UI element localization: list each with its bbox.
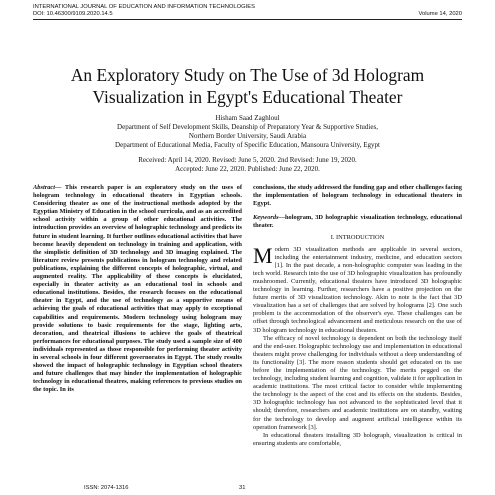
intro-paragraph-1 xyxy=(253,242,462,335)
intro-paragraph-3: In educational theaters installing 3D holograph, visualization is critical in ensuring students are comfortable, xyxy=(253,431,462,447)
abstract-column xyxy=(33,184,242,394)
title-line-1: An Exploratory Study on The Use of 3d Hologram xyxy=(70,65,425,85)
journal-name: INTERNATIONAL JOURNAL OF EDUCATION AND INFORMATION TECHNOLOGIES xyxy=(33,4,256,10)
section-heading: I. INTRODUCTION xyxy=(330,234,385,242)
page-number: 31 xyxy=(239,485,246,491)
dates-line-2: Accepted: June 22, 2020. Published: June 22, 2020. xyxy=(175,165,320,173)
author-name: Hisham Saad Zaghloul xyxy=(215,114,280,122)
running-header xyxy=(33,4,462,18)
footer-issn: ISSN: 2074-1316 xyxy=(84,485,129,491)
abstract-text: — This research paper is an exploratory study on the uses of hologram technology in educational theaters in Egyptian schools. Considering theater as one of the instructional methods adopted by the Egyptian Ministry of Education in the school curricula, and as an accredited school activity within a group of other educational activities. The introduction provides an overview of holographic technology and predicts its future in student learning. It further outlines educational activities that have become heavily dependent on technology in training and application, with the simplistic definition of 3D technology and 3D imaging explained. The literature review presents publications in hologram technology and related publications, explaining the different concepts of holographic, virtual, and augmented reality. The applicability of these concepts is elucidated, especially in theater activity as an educational tool in schools and educational institutions. Besides, the research focuses on the educational theater in Egypt, and the use of technology as a supportive means of achieving the goals of educational activities that may apply to exceptional capabilities and requirements. Modern technology using hologram may provide solutions to basic requirements for the stage, lighting arts, decoration, and theatrical illusions to achieve the goals of theatrical performances for educational purposes. The study used a sample size of 400 individuals represented as those responsible for performing theater activity in several schools in four different governorates in Egypt. The study results showed the impact of holographic technology in Egyptian school theaters and future challenges that may hinder the implementation of holographic technology in educational theatres, making references to previous studies on the topic. In its xyxy=(33,184,242,394)
abstract-continued: conclusions, the study addressed the funding gap and other challenges facing the implementation of hologram technology in educational theaters in Egypt. xyxy=(253,184,462,208)
drop-cap: M xyxy=(253,242,273,268)
affiliation-3: Department of Educational Media, Faculty of Specific Education, Mansoura University, Egypt xyxy=(115,141,380,149)
intro-paragraph-2: The efficacy of novel technology is dependent on both the technology itself and the end-user. Holographic technology use and implementation in educational theaters might prove challenging for individuals without a deep understanding of its functionality [3]. The more reason students should get educated on its use before the implementation of the technology. The merits pegged on the technology, including student learning and cognition, validate it for application in academic institutions. The most critical factor to consider while implementing the technology is the aspect of the cost and its effects on the students. Besides, 3D holographic technology has not advanced to the sophisticated level that it should; therefore, researchers and academic institutions are on standby, waiting for the technology to develop and augment artificial intelligence within its operation framework [3]. xyxy=(253,334,462,431)
affiliation-1: Department of Self Development Skills, Deanship of Preparatory Year & Supportive Studies, xyxy=(117,123,378,131)
header-rule xyxy=(33,19,462,20)
affiliation-2: Northern Border University, Saudi Arabia xyxy=(188,132,307,140)
keywords xyxy=(253,214,462,230)
abstract-label: Abstract xyxy=(33,184,56,191)
keywords-label: Keywords xyxy=(253,214,279,222)
intro-paragraph-1-text: odern 3D visualization methods are applicable in several sectors, including the entertainment industry, medicine, and education sectors [1]. In the past decade, a non-holographic computer was leading in the tech world. Research into the use of 3D holographic visualization has profoundly mushroomed. Currently, educational theaters have introduced 3D holographic technology in learning. Further, researchers have a positive projection on the future merits of 3D visualization technology. Akin to note is the fact that 3D visualization has a set of challenges that are solved by holograms [2]. One such problem is the accommodation of the observer's eye. These challenges can be offset through technological advancement and meticulous research on the use of 3D hologram technology in educational theaters. xyxy=(253,245,462,334)
author-block xyxy=(20,114,475,174)
dates-line-1: Received: April 14, 2020. Revised: June 5, 2020. 2nd Revised: June 19, 2020. xyxy=(138,156,357,164)
keywords-text: —hologram, 3D holographic visualization technology, educational theater. xyxy=(253,214,462,230)
doi: DOI: 10.46300/9109.2020.14.5 xyxy=(33,11,113,17)
paper-title xyxy=(20,64,475,108)
volume-info: Volume 14, 2020 xyxy=(418,11,462,17)
right-column xyxy=(253,184,462,448)
abstract xyxy=(33,184,242,394)
title-line-2: Visualization in Egypt's Educational Theater xyxy=(92,87,403,107)
